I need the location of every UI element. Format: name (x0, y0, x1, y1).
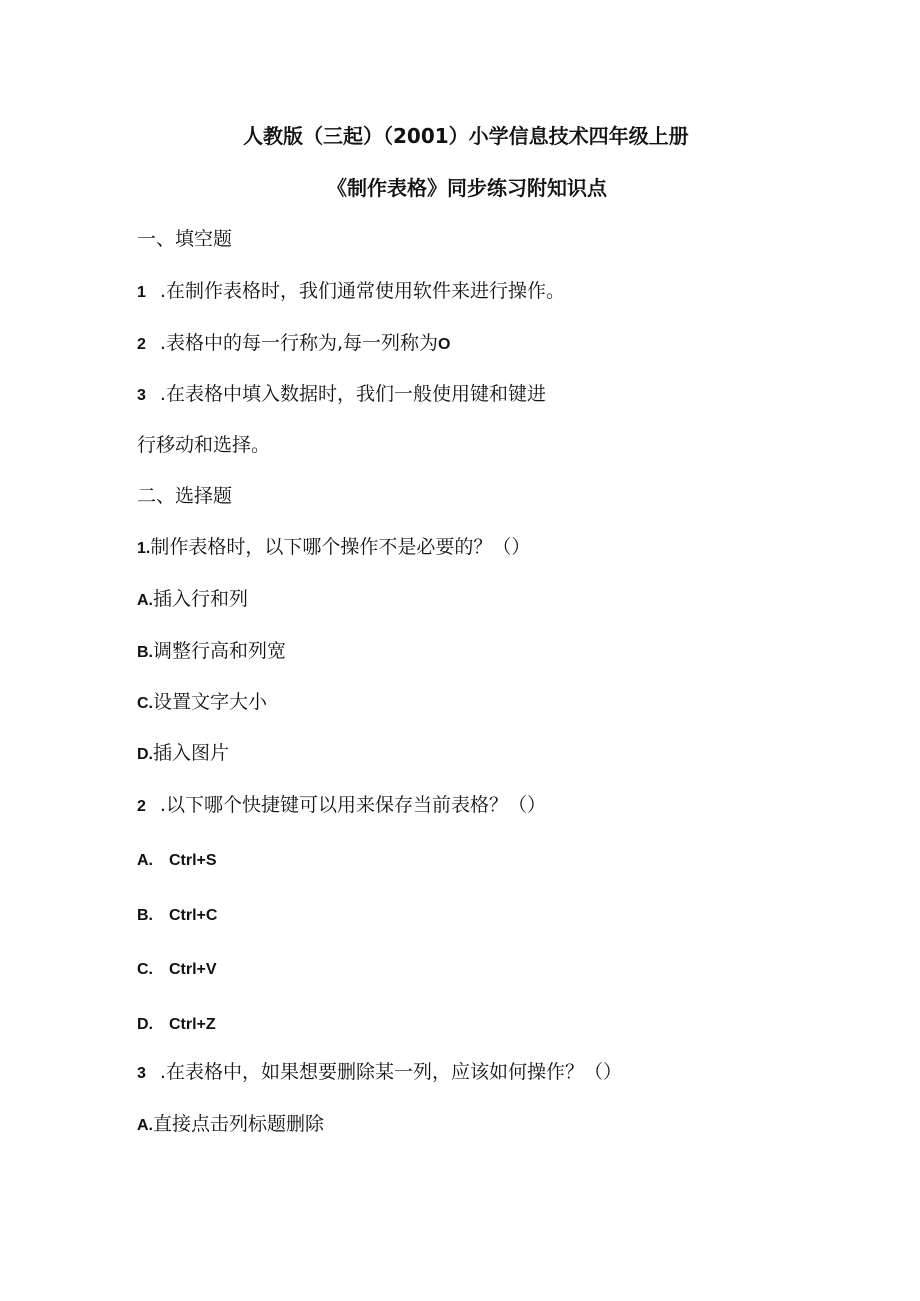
question-number: 3 (137, 1065, 146, 1082)
option-letter: B. (137, 907, 153, 924)
question-number: 2 (137, 798, 146, 815)
question-number: 1. (137, 540, 151, 557)
fill-question-1 (137, 279, 565, 305)
option-letter: A. (137, 1117, 153, 1134)
option-line (137, 1112, 324, 1138)
choice-question-2 (137, 793, 546, 819)
fill-question-3 (137, 382, 546, 408)
question-text: .以下哪个快捷键可以用来保存当前表格？（） (159, 794, 546, 816)
option-line (137, 690, 267, 716)
option-text: Ctrl+Z (169, 1016, 216, 1033)
option-text: 调整行高和列宽 (153, 640, 287, 662)
question-tail: O (438, 336, 451, 353)
section-heading-fill-blank: 一、填空题 (137, 228, 233, 250)
choice-question-3 (137, 1060, 622, 1086)
fill-question-2 (137, 331, 450, 357)
option-line (137, 1011, 216, 1037)
question-text: .在表格中填入数据时，我们一般使用键和键进 (159, 383, 546, 405)
section-heading-choice: 二、选择题 (137, 485, 233, 507)
option-letter: C. (137, 695, 153, 712)
option-text: 设置文字大小 (153, 691, 268, 713)
fill-question-3-continuation: 行移动和选择。 (137, 434, 271, 456)
option-line (137, 741, 229, 767)
option-letter: D. (137, 1016, 153, 1033)
question-number: 2 (137, 336, 146, 353)
choice-question-1 (137, 535, 530, 561)
option-text: Ctrl+C (169, 907, 218, 924)
option-text: 直接点击列标题删除 (153, 1113, 325, 1135)
title-line-1: 人教版（三起）（2001）小学信息技术四年级上册 (243, 124, 689, 148)
question-number: 3 (137, 387, 146, 404)
option-line (137, 902, 217, 928)
option-letter: A. (137, 852, 153, 869)
title-line-2: 《制作表格》同步练习附知识点 (327, 176, 607, 200)
question-number: 1 (137, 284, 146, 301)
question-text: .表格中的每一行称为,每一列称为 (159, 332, 438, 354)
question-text: .在表格中，如果想要删除某一列，应该如何操作？（） (159, 1061, 622, 1083)
option-letter: B. (137, 644, 153, 661)
question-text: 制作表格时，以下哪个操作不是必要的？（） (150, 536, 531, 558)
option-text: 插入图片 (153, 742, 230, 764)
option-line (137, 956, 217, 982)
option-letter: C. (137, 961, 153, 978)
option-letter: A. (137, 592, 153, 609)
option-letter: D. (137, 746, 153, 763)
option-line (137, 587, 248, 613)
option-text: 插入行和列 (153, 588, 249, 610)
option-text: Ctrl+V (169, 961, 217, 978)
option-line (137, 639, 286, 665)
question-text: .在制作表格时，我们通常使用软件来进行操作。 (159, 280, 565, 302)
option-text: Ctrl+S (169, 852, 217, 869)
option-line (137, 847, 217, 873)
